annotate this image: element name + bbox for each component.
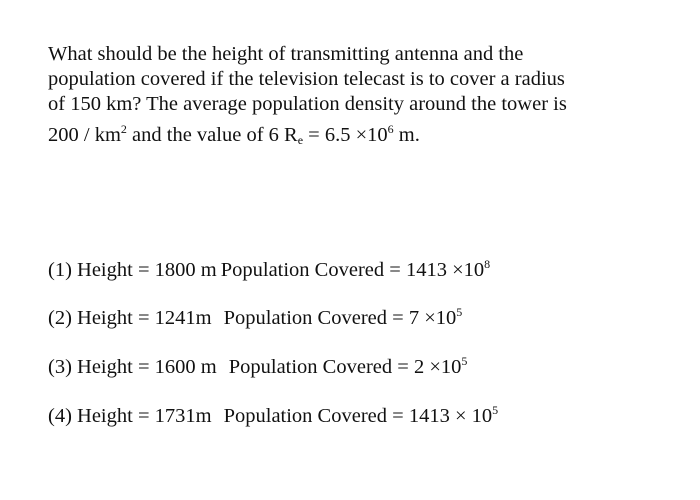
question-text — [48, 42, 614, 148]
option-4[interactable] — [48, 405, 498, 428]
radius-exponent: 6 — [387, 122, 394, 136]
option-1-population: Population Covered = 1413 ×10 — [220, 259, 485, 281]
radius-value: = 6.5 ×10 — [303, 124, 388, 146]
option-2-height: (2) Height = 1241m — [48, 307, 212, 329]
option-3-exponent: 5 — [461, 354, 468, 368]
density-value: 200 / km — [48, 124, 121, 146]
option-1[interactable] — [48, 259, 490, 282]
option-2-population: Population Covered = 7 ×10 — [223, 307, 457, 329]
question-line-1: What should be the height of transmitting antenna and the — [48, 43, 524, 65]
option-2-exponent: 5 — [456, 305, 463, 319]
option-3-population: Population Covered = 2 ×10 — [228, 356, 462, 378]
density-exponent: 2 — [120, 122, 127, 136]
earth-radius-subscript: e — [297, 133, 304, 147]
option-3[interactable] — [48, 356, 467, 379]
question-line-2: population covered if the television telecast is to cover a radius — [48, 68, 565, 90]
option-1-exponent: 8 — [484, 257, 491, 271]
option-3-height: (3) Height = 1600 m — [48, 356, 217, 378]
radius-text: and the value of 6 R — [126, 124, 298, 146]
option-1-height: (1) Height = 1800 m — [48, 259, 217, 281]
question-line-4 — [48, 123, 614, 148]
option-4-height: (4) Height = 1731m — [48, 405, 212, 427]
option-2[interactable] — [48, 307, 462, 330]
radius-unit: m. — [393, 124, 420, 146]
option-4-population: Population Covered = 1413 × 10 — [223, 405, 493, 427]
question-line-3: of 150 km? The average population density around the tower is — [48, 93, 567, 115]
option-4-exponent: 5 — [492, 403, 499, 417]
